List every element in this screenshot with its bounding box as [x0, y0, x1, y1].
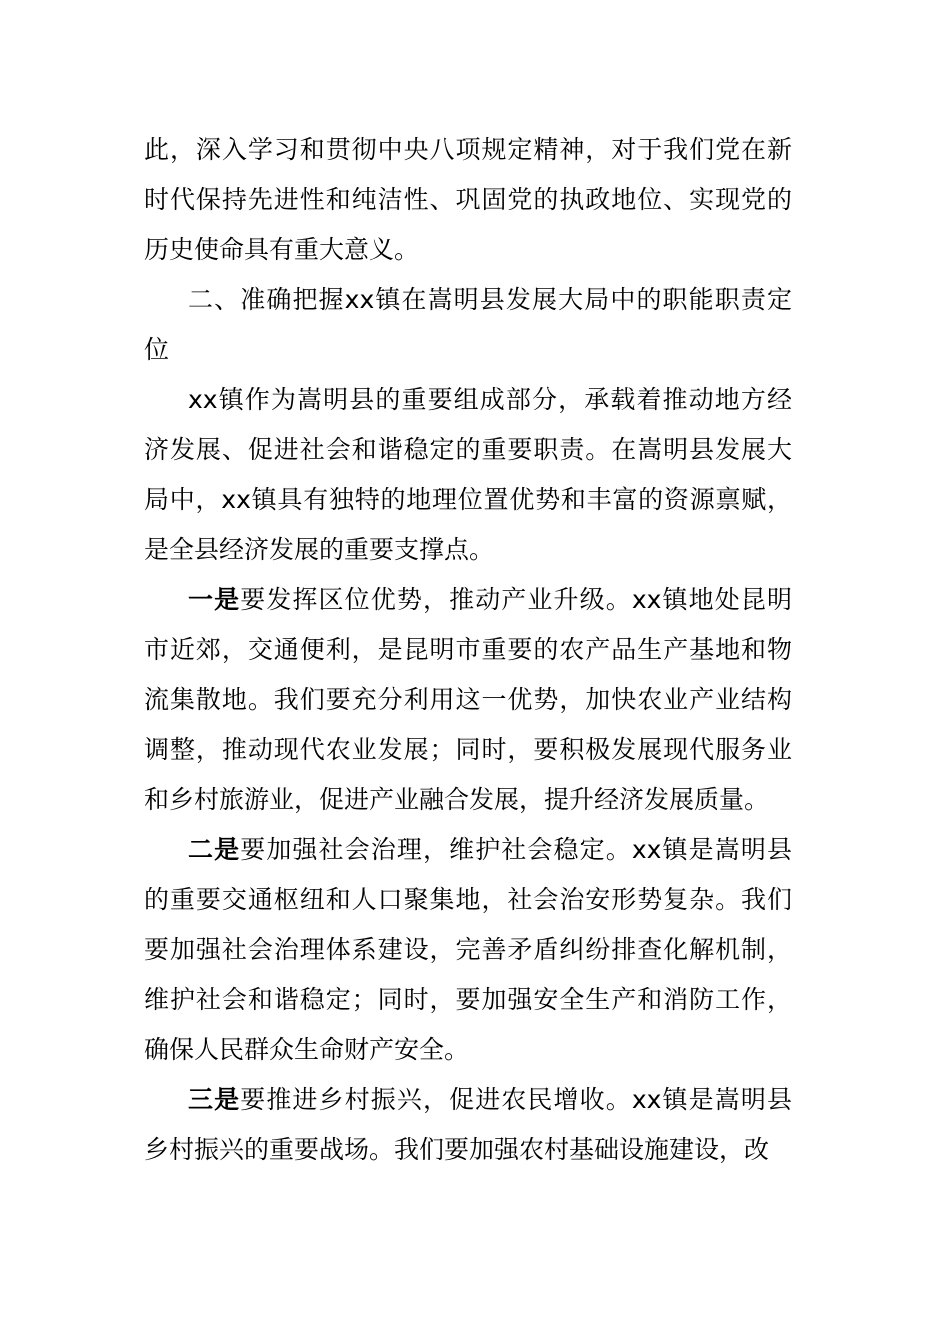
point-lead: 一是 — [188, 585, 241, 614]
paragraph-text: 此，深入学习和贯彻中央八项规定精神，对于我们党在新时代保持先进性和纯洁性、巩固党的执政地位、实现党的历史使命具有重大意义。 — [144, 135, 792, 264]
paragraph-text: 要推进乡村振兴，促进农民增收。xx镇是嵩明县乡村振兴的重要战场。我们要加强农村基础设施建设，改 — [144, 1085, 792, 1164]
section-heading — [144, 275, 792, 375]
paragraph-text: 要发挥区位优势，推动产业升级。xx镇地处昆明市近郊，交通便利，是昆明市重要的农产品生产基地和物流集散地。我们要充分利用这一优势，加快农业产业结构调整，推动现代农业发展；同时，要积极发展现代服务业和乡村旅游业，促进产业融合发展，提升经济发展质量。 — [144, 585, 792, 814]
section-heading-text: 二、准确把握xx镇在嵩明县发展大局中的职能职责定位 — [144, 285, 792, 364]
paragraph-point-two — [144, 825, 792, 1075]
paragraph-overview — [144, 375, 792, 575]
paragraph-intro-continuation — [144, 125, 792, 275]
paragraph-text: 要加强社会治理，维护社会稳定。xx镇是嵩明县的重要交通枢纽和人口聚集地，社会治安形势复杂。我们要加强社会治理体系建设，完善矛盾纠纷排查化解机制，维护社会和谐稳定；同时，要加强安全生产和消防工作，确保人民群众生命财产安全。 — [144, 835, 792, 1064]
paragraph-point-one — [144, 575, 792, 825]
paragraph-text: xx镇作为嵩明县的重要组成部分，承载着推动地方经济发展、促进社会和谐稳定的重要职责。在嵩明县发展大局中，xx镇具有独特的地理位置优势和丰富的资源禀赋，是全县经济发展的重要支撑点。 — [144, 385, 792, 564]
point-lead: 三是 — [188, 1085, 241, 1114]
point-lead: 二是 — [188, 835, 241, 864]
paragraph-point-three — [144, 1075, 792, 1175]
